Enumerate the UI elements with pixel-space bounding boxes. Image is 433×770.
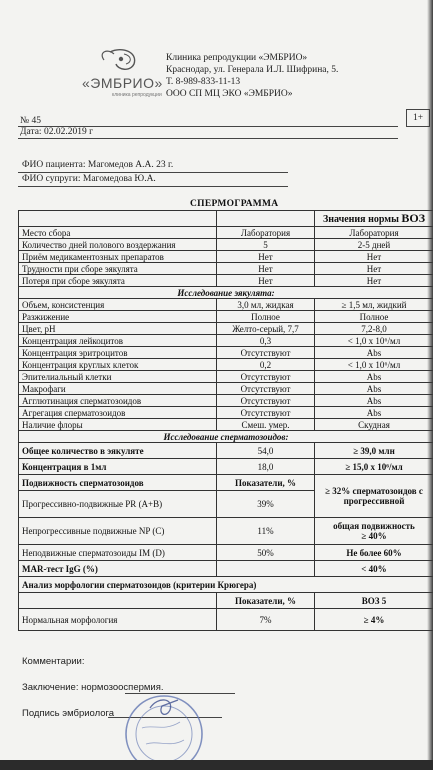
patient-name: ФИО пациента: Магомедов А.А. 23 г. — [22, 160, 174, 170]
row-label: Объем, консистенция — [19, 299, 217, 311]
conclusion-value: нормозооспермия. — [81, 682, 164, 693]
row-value: 54,0 — [217, 443, 315, 459]
table-row — [19, 251, 433, 263]
row-norm: 2-5 дней — [315, 239, 433, 251]
row-label: Количество дней полового воздержания — [19, 239, 217, 251]
spouse-name: ФИО супруги: Магомедова Ю.А. — [22, 174, 156, 184]
clinic-line: Клиника репродукции «ЭМБРИО» — [166, 53, 308, 63]
column-header: ВОЗ 5 — [315, 593, 433, 609]
row-value: 7% — [217, 609, 315, 631]
table-row — [19, 371, 433, 383]
section-header: Исследование эякулята: — [19, 287, 433, 299]
row-label: Неподвижные сперматозоиды IM (D) — [19, 545, 217, 561]
row-label: Агглютинация сперматозоидов — [19, 395, 217, 407]
row-label: Агрегация сперматозоидов — [19, 407, 217, 419]
row-label: Подвижность сперматозоидов — [19, 475, 217, 491]
row-norm: Не более 60% — [315, 545, 433, 561]
table-row — [19, 311, 433, 323]
row-norm: 7,2-8,0 — [315, 323, 433, 335]
row-norm: Полное — [315, 311, 433, 323]
row-value: 5 — [217, 239, 315, 251]
spermogram-table — [18, 210, 433, 631]
page-badge: 1+ — [406, 109, 430, 127]
row-value: Лаборатория — [217, 227, 315, 239]
row-value — [217, 561, 315, 577]
row-norm: Abs — [315, 395, 433, 407]
clinic-stamp-icon — [118, 688, 210, 768]
row-norm: < 1,0 х 10⁶/мл — [315, 359, 433, 371]
row-label: Концентрация круглых клеток — [19, 359, 217, 371]
row-value: 3,0 мл, жидкая — [217, 299, 315, 311]
row-norm: < 40% — [315, 561, 433, 577]
row-value: Полное — [217, 311, 315, 323]
row-norm: Abs — [315, 407, 433, 419]
row-value: 0,3 — [217, 335, 315, 347]
clinic-line: Т. 8-989-833-11-13 — [166, 77, 241, 87]
row-value: Отсутствуют — [217, 395, 315, 407]
row-label: Эпителиальный клетки — [19, 371, 217, 383]
divider — [18, 138, 398, 139]
table-row — [19, 459, 433, 475]
table-row — [19, 323, 433, 335]
row-norm: ≥ 32% сперматозоидов с прогрессивной — [315, 475, 433, 518]
table-row — [19, 431, 433, 443]
table-row — [19, 211, 433, 227]
row-norm: общая подвижность ≥ 40% — [315, 518, 433, 545]
row-value: Отсутствуют — [217, 407, 315, 419]
divider — [18, 186, 288, 187]
conclusion-label: Заключение: — [22, 682, 79, 693]
row-value: 11% — [217, 518, 315, 545]
table-row — [19, 263, 433, 275]
document-number: № 45 — [20, 116, 41, 126]
table-row — [19, 299, 433, 311]
logo-wordmark: «ЭМБРИО» — [82, 75, 163, 91]
signature-label: Подпись эмбриолога — [22, 708, 115, 719]
row-norm: Лаборатория — [315, 227, 433, 239]
row-value: Смеш. умер. — [217, 419, 315, 431]
row-value: Нет — [217, 251, 315, 263]
row-label: Концентрация эритроцитов — [19, 347, 217, 359]
row-norm: < 1,0 х 10⁶/мл — [315, 335, 433, 347]
row-norm: ≥ 39,0 млн — [315, 443, 433, 459]
row-label: Концентрация в 1мл — [19, 459, 217, 475]
table-row — [19, 383, 433, 395]
row-norm: Abs — [315, 383, 433, 395]
row-label: Потеря при сборе эякулята — [19, 275, 217, 287]
row-norm: Нет — [315, 251, 433, 263]
table-row — [19, 577, 433, 593]
section-header: Исследование сперматозоидов: — [19, 431, 433, 443]
row-label: Макрофаги — [19, 383, 217, 395]
row-value: 50% — [217, 545, 315, 561]
table-row — [19, 609, 433, 631]
row-label: Приём медикаментозных препаратов — [19, 251, 217, 263]
row-label: Концентрация лейкоцитов — [19, 335, 217, 347]
table-row — [19, 287, 433, 299]
table-cell — [19, 593, 217, 609]
table-row — [19, 275, 433, 287]
row-norm: ≥ 4% — [315, 609, 433, 631]
document-title: СПЕРМОГРАММА — [190, 199, 279, 209]
logo-subtitle: клиника репродукции — [112, 92, 162, 98]
page-shadow — [427, 0, 433, 770]
column-header: Показатели, % — [217, 475, 315, 491]
clinic-line: ООО СП МЦ ЭКО «ЭМБРИО» — [166, 89, 293, 99]
table-row — [19, 239, 433, 251]
photo-background — [0, 760, 433, 770]
norms-header: Значения нормы ВОЗ — [315, 211, 433, 227]
table-row — [19, 443, 433, 459]
row-value: Отсутствуют — [217, 371, 315, 383]
row-value: Нет — [217, 263, 315, 275]
divider — [18, 172, 288, 173]
table-row — [19, 518, 433, 545]
row-label: Нормальная морфология — [19, 609, 217, 631]
row-norm: ≥ 15,0 х 10⁶/мл — [315, 459, 433, 475]
row-norm: ≥ 1,5 мл, жидкий — [315, 299, 433, 311]
row-label: Цвет, pH — [19, 323, 217, 335]
table-row — [19, 545, 433, 561]
table-row — [19, 419, 433, 431]
row-label: Непрогрессивные подвижные NP (C) — [19, 518, 217, 545]
table-row — [19, 359, 433, 371]
table-cell — [19, 211, 217, 227]
table-row — [19, 395, 433, 407]
table-row — [19, 347, 433, 359]
row-label: Наличие флоры — [19, 419, 217, 431]
row-label: MAR-тест IgG (%) — [19, 561, 217, 577]
row-value: Нет — [217, 275, 315, 287]
row-value: Желто-серый, 7,7 — [217, 323, 315, 335]
clinic-line: Краснодар, ул. Генерала И.Л. Шифрина, 5. — [166, 65, 339, 75]
row-norm: Abs — [315, 347, 433, 359]
table-cell — [217, 211, 315, 227]
table-row — [19, 335, 433, 347]
row-norm: Скудная — [315, 419, 433, 431]
row-value: Отсутствуют — [217, 383, 315, 395]
row-label: Трудности при сборе эякулята — [19, 263, 217, 275]
row-norm: Нет — [315, 275, 433, 287]
table-row — [19, 475, 433, 491]
table-row — [19, 407, 433, 419]
document-date: Дата: 02.02.2019 г — [20, 127, 93, 137]
row-label: Место сбора — [19, 227, 217, 239]
row-value: 39% — [217, 491, 315, 518]
clinic-info — [166, 52, 338, 100]
row-label: Общее количество в эякуляте — [19, 443, 217, 459]
row-value: Отсутствуют — [217, 347, 315, 359]
section-header: Анализ морфологии сперматозоидов (критерии Крюгера) — [19, 577, 433, 593]
row-norm: Нет — [315, 263, 433, 275]
row-value: 18,0 — [217, 459, 315, 475]
row-label: Разжижение — [19, 311, 217, 323]
table-row — [19, 227, 433, 239]
row-label: Прогрессивно-подвижные PR (A+B) — [19, 491, 217, 518]
row-value: 0,2 — [217, 359, 315, 371]
table-row — [19, 593, 433, 609]
row-norm: Abs — [315, 371, 433, 383]
column-header: Показатели, % — [217, 593, 315, 609]
table-row — [19, 561, 433, 577]
comments-label: Комментарии: — [22, 656, 85, 667]
